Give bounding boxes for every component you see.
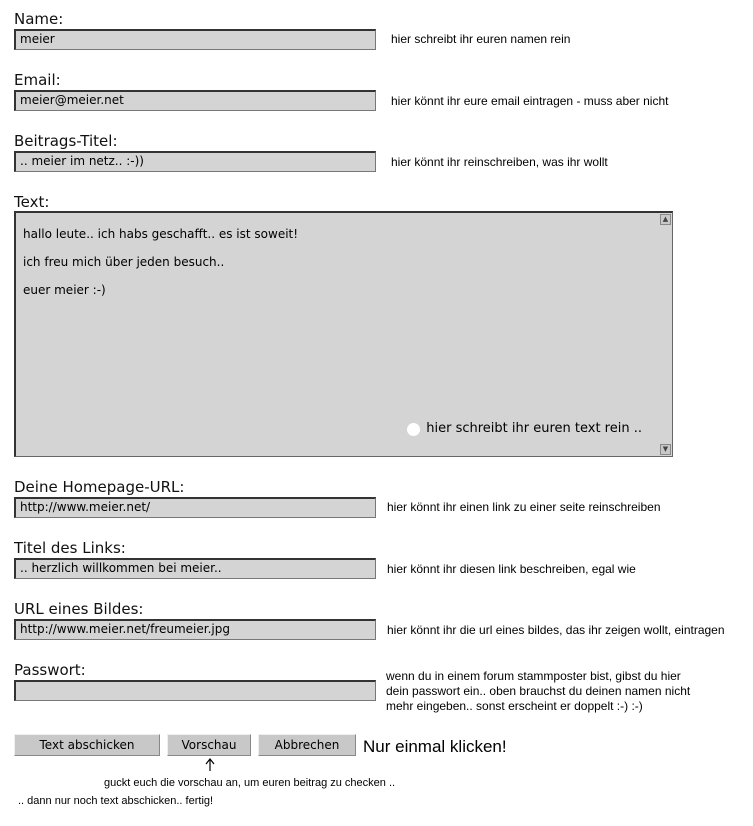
title-label: Beitrags-Titel: — [14, 132, 118, 150]
email-input[interactable]: meier@meier.net — [14, 90, 376, 111]
password-hint-line: dein passwort ein.. oben brauchst du deinen namen nicht — [386, 684, 691, 698]
homepage-url-hint: hier könnt ihr einen link zu einer seite reinschreiben — [387, 500, 661, 514]
text-line: ich freu mich über jeden besuch.. — [23, 255, 225, 269]
text-hint-label: hier schreibt ihr euren text rein .. — [426, 421, 642, 436]
password-label: Passwort: — [14, 661, 86, 679]
arrow-up-icon — [204, 758, 216, 772]
password-hint-line: mehr eingeben.. sonst erscheint er doppelt :-) :-) — [386, 699, 643, 713]
password-hint — [386, 669, 690, 714]
scroll-up-icon[interactable]: ▲ — [660, 214, 671, 225]
email-hint: hier könnt ihr eure email eintragen - muss aber nicht — [391, 94, 669, 108]
text-line: euer meier :-) — [23, 283, 106, 297]
image-url-hint: hier könnt ihr die url eines bildes, das ihr zeigen wollt, eintragen — [387, 623, 725, 637]
link-title-hint: hier könnt ihr diesen link beschreiben, egal wie — [387, 562, 636, 576]
submit-button[interactable]: Text abschicken — [14, 734, 160, 756]
email-label: Email: — [14, 71, 61, 89]
title-hint: hier könnt ihr reinschreiben, was ihr wollt — [391, 155, 608, 169]
finish-note: .. dann nur noch text abschicken.. fertig! — [18, 795, 214, 807]
text-line: hallo leute.. ich habs geschafft.. es ist soweit! — [23, 227, 299, 241]
name-hint: hier schreibt ihr euren namen rein — [391, 32, 571, 46]
text-label: Text: — [14, 193, 50, 211]
preview-note: guckt euch die vorschau an, um euren beitrag zu checken .. — [104, 777, 396, 789]
image-url-label: URL eines Bildes: — [14, 600, 144, 618]
circle-icon — [407, 423, 420, 436]
name-label: Name: — [14, 10, 64, 28]
scroll-down-icon[interactable]: ▼ — [660, 444, 671, 455]
click-once-note: Nur einmal klicken! — [363, 737, 507, 756]
text-hint — [407, 421, 642, 437]
title-input[interactable]: .. meier im netz.. :-)) — [14, 151, 376, 172]
password-hint-line: wenn du in einem forum stammposter bist, gibst du hier — [386, 669, 681, 683]
cancel-button[interactable]: Abbrechen — [258, 734, 356, 756]
text-area[interactable] — [14, 211, 673, 457]
link-title-input[interactable]: .. herzlich willkommen bei meier.. — [14, 558, 376, 579]
image-url-input[interactable]: http://www.meier.net/freumeier.jpg — [14, 619, 376, 640]
homepage-url-label: Deine Homepage-URL: — [14, 478, 185, 496]
homepage-url-input[interactable]: http://www.meier.net/ — [14, 497, 376, 518]
link-title-label: Titel des Links: — [14, 539, 126, 557]
name-input[interactable]: meier — [14, 29, 376, 50]
password-input[interactable] — [14, 680, 376, 701]
preview-button[interactable]: Vorschau — [167, 734, 251, 756]
